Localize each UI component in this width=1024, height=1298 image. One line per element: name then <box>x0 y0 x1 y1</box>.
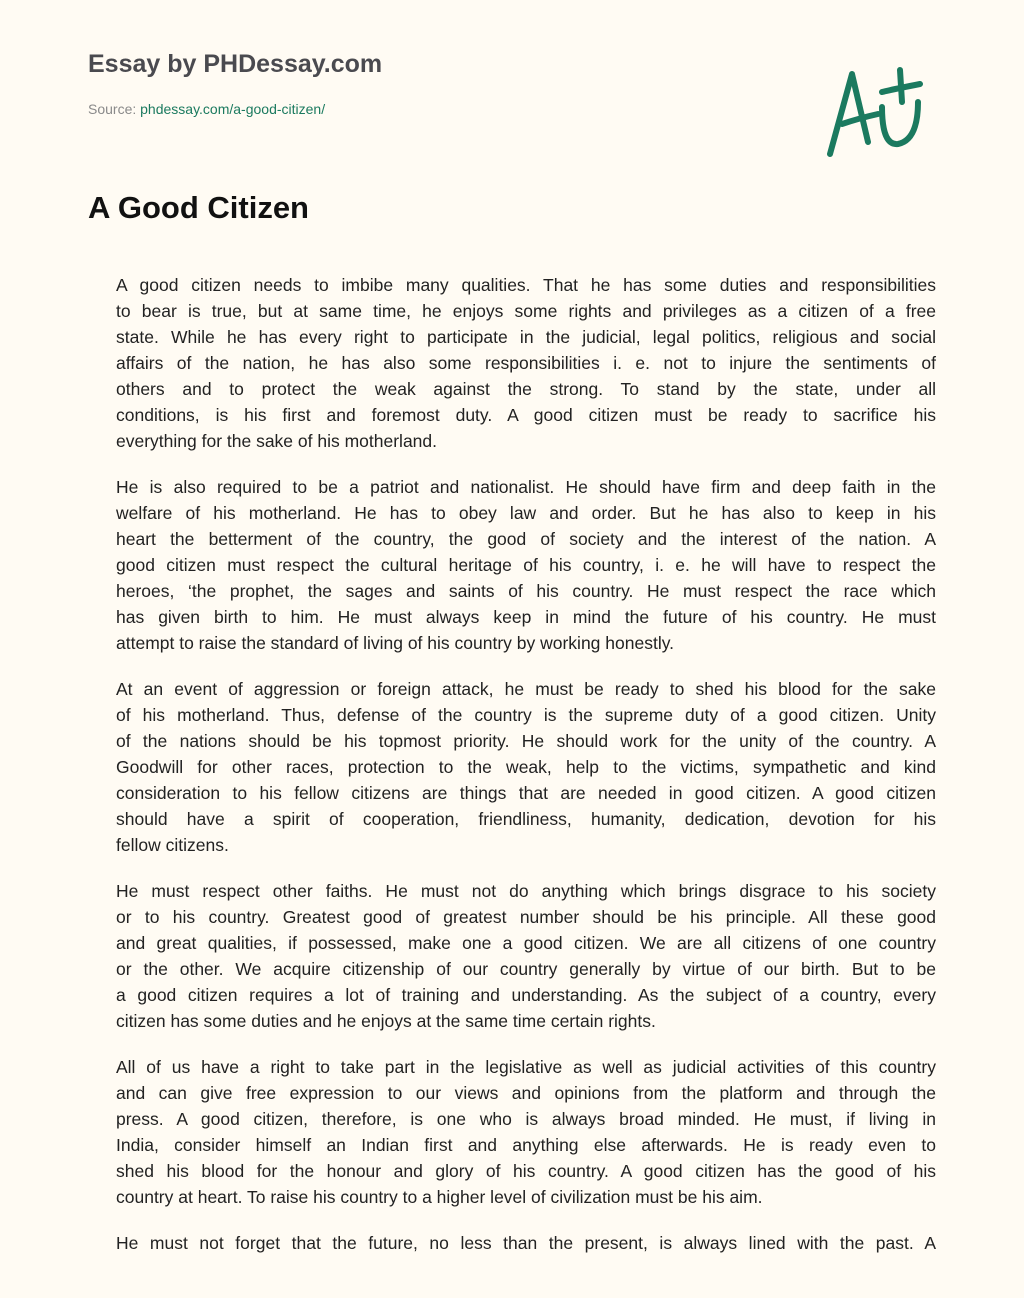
paragraph-line: heroes, ‘the prophet, the sages and saints of his country. He must respect the race which <box>116 581 936 601</box>
paragraph-line: He must respect other faiths. He must not do anything which brings disgrace to his society <box>116 881 936 901</box>
site-brand: Essay by PHDessay.com <box>88 50 383 78</box>
paragraph-line: country at heart. To raise his country to a higher level of civilization must be his aim. <box>116 1187 763 1207</box>
paragraph-line: He must not forget that the future, no less than the present, is always lined with the past. A <box>116 1233 936 1253</box>
paragraph-line: At an event of aggression or foreign attack, he must be ready to shed his blood for the sake <box>116 679 936 699</box>
paragraph-line: has given birth to him. He must always keep in mind the future of his country. He must <box>116 607 936 627</box>
paragraph-line: to bear is true, but at same time, he enjoys some rights and privileges as a citizen of a free <box>116 301 936 321</box>
paragraph-line: conditions, is his first and foremost duty. A good citizen must be ready to sacrifice his <box>116 405 936 425</box>
paragraph-line: heart the betterment of the country, the good of society and the interest of the nation. A <box>116 529 936 549</box>
source-label: Source: <box>88 101 137 117</box>
a-plus-logo-icon <box>820 62 930 162</box>
essay-body <box>116 272 936 1276</box>
paragraph-line: a good citizen requires a lot of training and understanding. As the subject of a country, every <box>116 985 936 1005</box>
paragraph-line: of his motherland. Thus, defense of the country is the supreme duty of a good citizen. Unity <box>116 705 936 725</box>
essay-paragraph <box>116 878 936 1034</box>
source-link[interactable]: phdessay.com/a-good-citizen/ <box>140 101 326 117</box>
paragraph-line: A good citizen needs to imbibe many qualities. That he has some duties and responsibilities <box>116 275 936 295</box>
paragraph-line: citizen has some duties and he enjoys at the same time certain rights. <box>116 1011 656 1031</box>
paragraph-line: All of us have a right to take part in the legislative as well as judicial activities of this country <box>116 1057 936 1077</box>
essay-paragraph <box>116 474 936 656</box>
paragraph-line: consideration to his fellow citizens are things that are needed in good citizen. A good citizen <box>116 783 936 803</box>
page-title: A Good Citizen <box>88 190 309 225</box>
paragraph-line: or the other. We acquire citizenship of our country generally by virtue of our birth. But to be <box>116 959 936 979</box>
paragraph-line: and great qualities, if possessed, make one a good citizen. We are all citizens of one country <box>116 933 936 953</box>
paragraph-line: everything for the sake of his motherland. <box>116 431 438 451</box>
paragraph-line: and can give free expression to our views and opinions from the platform and through the <box>116 1083 936 1103</box>
paragraph-line: or to his country. Greatest good of greatest number should be his principle. All these good <box>116 907 936 927</box>
essay-paragraph <box>116 272 936 454</box>
essay-paragraph <box>116 676 936 858</box>
paragraph-line: good citizen must respect the cultural heritage of his country, i. e. he will have to respect the <box>116 555 936 575</box>
source-line <box>88 101 325 117</box>
paragraph-line: fellow citizens. <box>116 835 229 855</box>
paragraph-line: press. A good citizen, therefore, is one who is always broad minded. He must, if living in <box>116 1109 936 1129</box>
paragraph-line: attempt to raise the standard of living of his country by working honestly. <box>116 633 675 653</box>
essay-paragraph <box>116 1230 936 1256</box>
paragraph-line: He is also required to be a patriot and nationalist. He should have firm and deep faith in the <box>116 477 936 497</box>
paragraph-line: India, consider himself an Indian first and anything else afterwards. He is ready even to <box>116 1135 936 1155</box>
paragraph-line: welfare of his motherland. He has to obey law and order. But he has also to keep in his <box>116 503 936 523</box>
paragraph-line: affairs of the nation, he has also some responsibilities i. e. not to injure the sentiments of <box>116 353 936 373</box>
paragraph-line: state. While he has every right to participate in the judicial, legal politics, religious and social <box>116 327 936 347</box>
paragraph-line: others and to protect the weak against the strong. To stand by the state, under all <box>116 379 936 399</box>
paragraph-line: of the nations should be his topmost priority. He should work for the unity of the country. A <box>116 731 936 751</box>
paragraph-line: shed his blood for the honour and glory of his country. A good citizen has the good of his <box>116 1161 936 1181</box>
paragraph-line: Goodwill for other races, protection to the weak, help to the victims, sympathetic and kind <box>116 757 936 777</box>
essay-paragraph <box>116 1054 936 1210</box>
paragraph-line: should have a spirit of cooperation, friendliness, humanity, dedication, devotion for his <box>116 809 936 829</box>
